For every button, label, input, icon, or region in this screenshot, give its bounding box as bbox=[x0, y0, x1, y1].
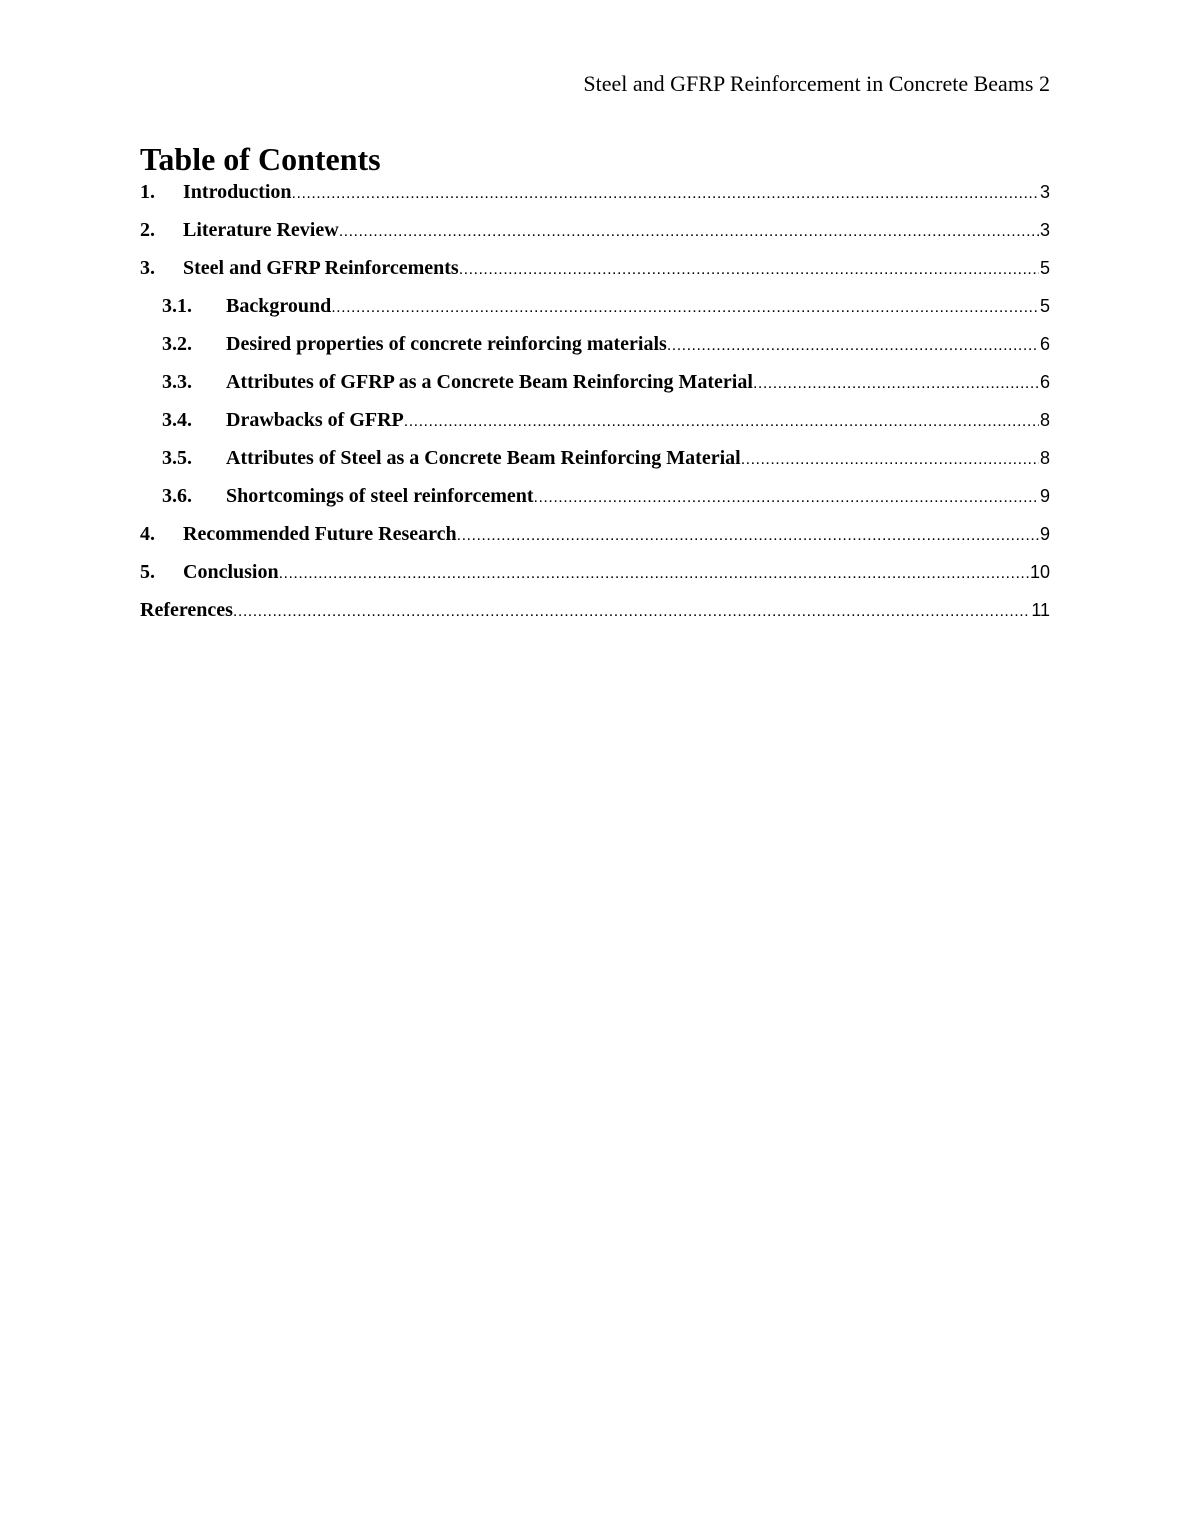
toc-entry-number: 1. bbox=[140, 181, 155, 203]
toc-dot-leader bbox=[339, 218, 1039, 246]
toc-entry-number: 3.1. bbox=[162, 295, 192, 317]
toc-entry-number: 3.3. bbox=[162, 371, 192, 393]
toc-entry-attributes-of-steel[interactable] bbox=[140, 444, 1050, 482]
toc-entry-label: Shortcomings of steel reinforcement bbox=[226, 485, 534, 507]
toc-dot-leader bbox=[331, 294, 1039, 322]
toc-entry-page: 5 bbox=[1039, 296, 1050, 316]
toc-entry-label: Drawbacks of GFRP bbox=[226, 409, 404, 431]
toc-entry-literature-review[interactable] bbox=[140, 216, 1050, 254]
toc-dot-leader bbox=[459, 256, 1039, 284]
toc-entry-conclusion[interactable] bbox=[140, 558, 1050, 596]
table-of-contents bbox=[140, 178, 1050, 634]
toc-entry-label: Literature Review bbox=[183, 219, 339, 241]
toc-entry-page: 6 bbox=[1039, 372, 1050, 392]
toc-entry-label: Introduction bbox=[183, 181, 292, 203]
toc-entry-number: 2. bbox=[140, 219, 155, 241]
toc-entry-label: Desired properties of concrete reinforcing materials bbox=[226, 333, 667, 355]
toc-entry-page: 11 bbox=[1031, 600, 1050, 620]
toc-entry-drawbacks-of-gfrp[interactable] bbox=[140, 406, 1050, 444]
toc-entry-page: 10 bbox=[1029, 562, 1050, 582]
toc-entry-introduction[interactable] bbox=[140, 178, 1050, 216]
toc-entry-desired-properties[interactable] bbox=[140, 330, 1050, 368]
toc-entry-references[interactable] bbox=[140, 596, 1050, 634]
running-header: Steel and GFRP Reinforcement in Concrete Beams 2 bbox=[583, 71, 1050, 96]
toc-entry-page: 8 bbox=[1039, 448, 1050, 468]
toc-dot-leader bbox=[753, 370, 1039, 398]
toc-entry-label: Recommended Future Research bbox=[183, 523, 457, 545]
toc-entry-number: 3.5. bbox=[162, 447, 192, 469]
toc-entry-number: 5. bbox=[140, 561, 155, 583]
toc-entry-steel-and-gfrp-reinforcements[interactable] bbox=[140, 254, 1050, 292]
toc-entry-page: 6 bbox=[1039, 334, 1050, 354]
toc-entry-page: 3 bbox=[1039, 182, 1050, 202]
toc-dot-leader bbox=[233, 598, 1030, 626]
toc-dot-leader bbox=[279, 560, 1029, 588]
toc-dot-leader bbox=[292, 180, 1039, 208]
toc-entry-label: References bbox=[140, 599, 233, 621]
toc-dot-leader bbox=[457, 522, 1039, 550]
toc-dot-leader bbox=[741, 446, 1039, 474]
toc-entry-label: Background bbox=[226, 295, 332, 317]
toc-dot-leader bbox=[404, 408, 1039, 436]
toc-entry-shortcomings-of-steel[interactable] bbox=[140, 482, 1050, 520]
toc-entry-number: 3.6. bbox=[162, 485, 192, 507]
toc-entry-number: 3.4. bbox=[162, 409, 192, 431]
toc-dot-leader bbox=[667, 332, 1039, 360]
toc-title: Table of Contents bbox=[140, 141, 381, 177]
toc-entry-number: 4. bbox=[140, 523, 155, 545]
toc-entry-page: 3 bbox=[1039, 220, 1050, 240]
toc-entry-background[interactable] bbox=[140, 292, 1050, 330]
toc-entry-label: Conclusion bbox=[183, 561, 279, 583]
toc-entry-label: Attributes of GFRP as a Concrete Beam Reinforcing Material bbox=[226, 371, 753, 393]
toc-entry-page: 9 bbox=[1039, 486, 1050, 506]
toc-entry-number: 3. bbox=[140, 257, 155, 279]
toc-entry-number: 3.2. bbox=[162, 333, 192, 355]
toc-entry-attributes-of-gfrp[interactable] bbox=[140, 368, 1050, 406]
toc-dot-leader bbox=[534, 484, 1039, 512]
toc-entry-label: Steel and GFRP Reinforcements bbox=[183, 257, 459, 279]
toc-entry-page: 8 bbox=[1039, 410, 1050, 430]
toc-entry-page: 9 bbox=[1039, 524, 1050, 544]
toc-entry-label: Attributes of Steel as a Concrete Beam Reinforcing Material bbox=[226, 447, 741, 469]
toc-entry-page: 5 bbox=[1039, 258, 1050, 278]
toc-entry-recommended-future-research[interactable] bbox=[140, 520, 1050, 558]
